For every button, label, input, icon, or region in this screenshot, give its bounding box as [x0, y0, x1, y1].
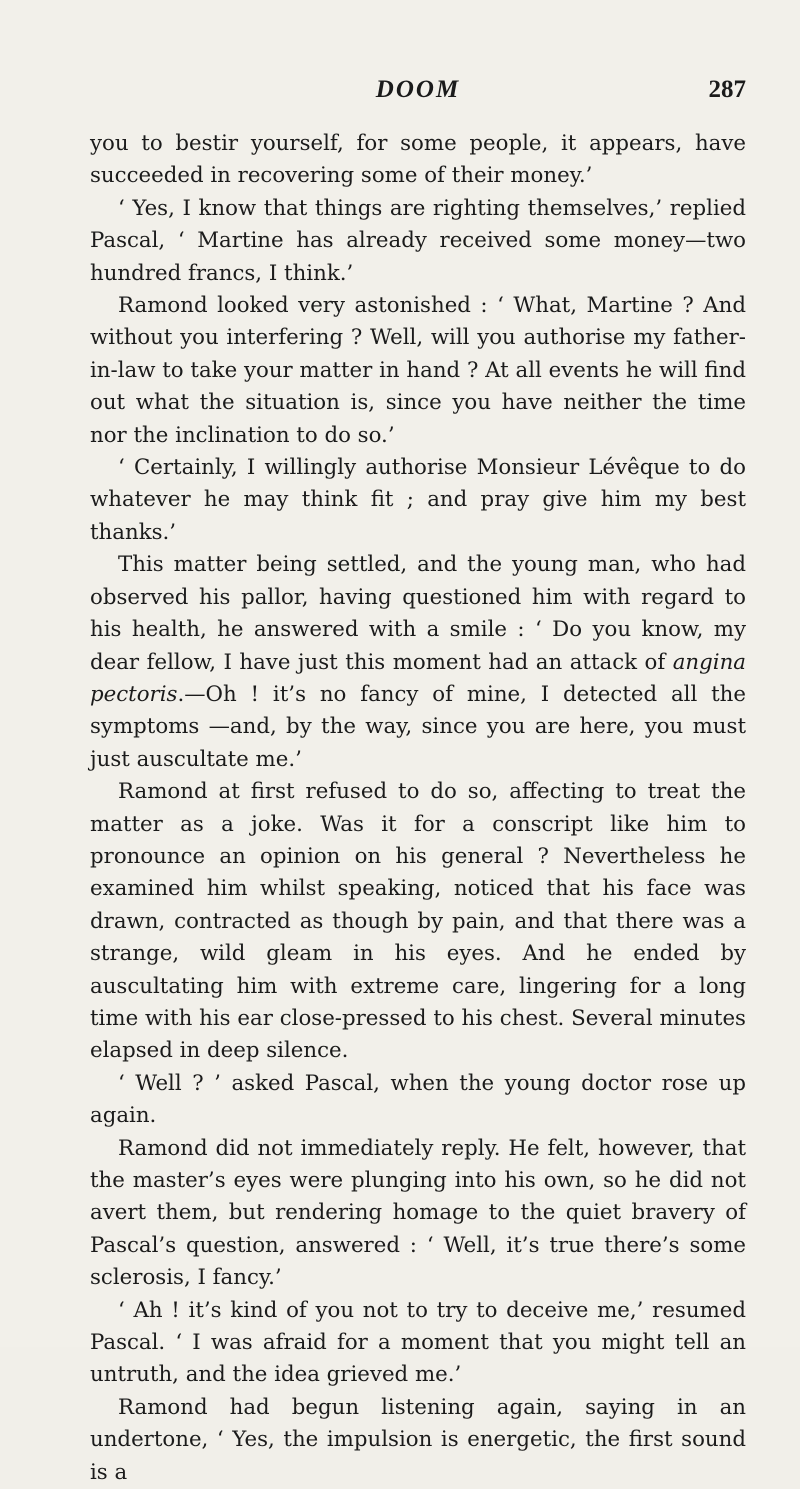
running-head [90, 76, 746, 128]
paragraph: ‘ Well ? ’ asked Pascal, when the young doctor rose up again. [90, 1070, 746, 1129]
page-number: 287 [708, 76, 746, 103]
paragraph-text: .—Oh ! it’s no fancy of mine, I detected all the symptoms —and, by the way, since you are here, you must just auscultate me.’ [90, 681, 746, 772]
body-text [90, 128, 746, 1489]
italic-term: angina pectoris [90, 649, 746, 707]
paragraph-text: This matter being settled, and the young man, who had observed his pallor, having questioned him with regard to his health, he answered with a smile : ‘ Do you know, my dear fellow, I have just this moment had an attack of [90, 552, 746, 675]
paragraph [90, 549, 746, 776]
paragraph: Ramond had begun listening again, saying in an undertone, ‘ Yes, the impulsion is energetic, the first sound is a [90, 1394, 746, 1485]
paragraph: Ramond did not immediately reply. He felt, however, that the master’s eyes were plunging into his own, so he did not avert them, but rendering homage to the quiet bravery of Pascal’s question, answered : ‘ Well, it’s true there’s some sclerosis, I fancy.’ [90, 1135, 746, 1291]
paragraph: ‘ Certainly, I willingly authorise Monsieur Lévêque to do whatever he may think fit ; and pray give him my best thanks.’ [90, 455, 746, 545]
paragraph: ‘ Yes, I know that things are righting themselves,’ replied Pascal, ‘ Martine has already received some money—two hundred francs, I think.’ [90, 195, 746, 286]
running-title: DOOM [375, 76, 461, 103]
paragraph: Ramond looked very astonished : ‘ What, Martine ? And without you interfering ? Well, will you authorise my father-in-law to take your matter in hand ? At all events he will find out what the situation is, since you have neither the time nor the inclination to do so.’ [90, 293, 746, 448]
paragraph: ‘ Ah ! it’s kind of you not to try to deceive me,’ resumed Pascal. ‘ I was afraid for a moment that you might tell an untruth, and the idea grieved me.’ [90, 1297, 746, 1388]
paragraph: you to bestir yourself, for some people, it appears, have succeeded in recovering some of their money.’ [90, 131, 746, 189]
paragraph: Ramond at first refused to do so, affecting to treat the matter as a joke. Was it for a conscript like him to pronounce an opinion on his general ? Nevertheless he examined him whilst speaking, noticed that his face was drawn, contracted as though by pain, and that there was a strange, wild gleam in his eyes. And he ended by auscultating him with extreme care, lingering for a long time with his ear close-pressed to his chest. Several minutes elapsed in deep silence. [90, 779, 746, 1064]
